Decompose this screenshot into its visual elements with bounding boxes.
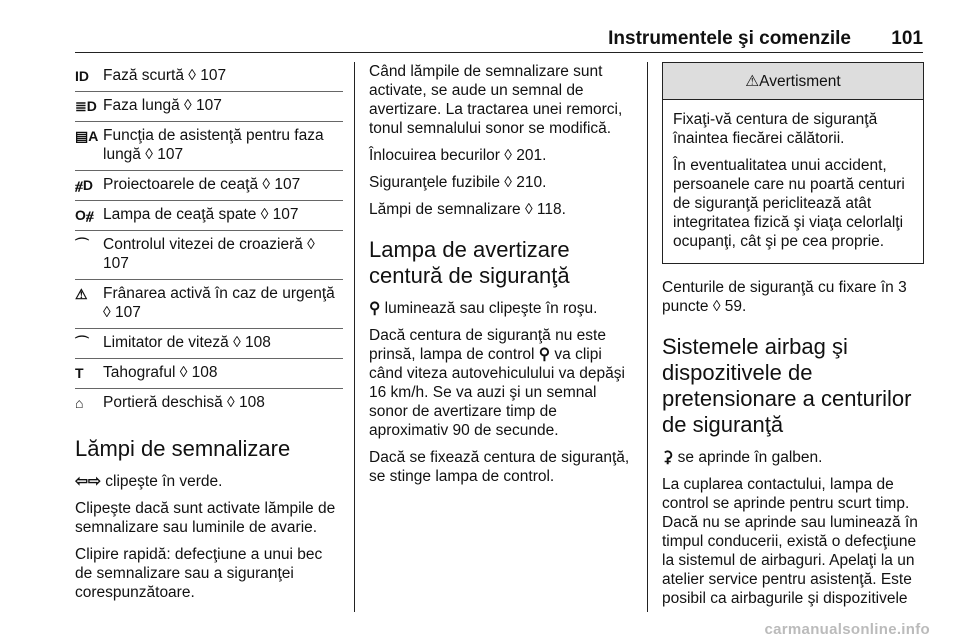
row-text: Controlul vitezei de croazieră ◊ 107 <box>103 236 315 272</box>
paragraph: Centurile de siguranţă cu fixare în 3 puncte ◊ 59. <box>662 279 907 315</box>
table-row <box>75 122 343 171</box>
paragraph-text: Dacă centura de siguranţă nu este prinsă, lampa de control <box>369 327 606 363</box>
column-divider <box>354 62 355 612</box>
row-text: Fază scurtă ◊ 107 <box>103 67 227 84</box>
table-row <box>75 280 343 329</box>
paragraph <box>369 326 637 440</box>
table-row <box>75 92 343 122</box>
warning-box <box>662 62 924 264</box>
paragraph: Lămpi de semnalizare ◊ 118. <box>369 201 566 218</box>
high-beam-assist-icon: ▤A <box>75 128 99 144</box>
paragraph <box>662 448 924 467</box>
section-heading: Lampa de avertizare centură de siguranţă <box>369 237 570 288</box>
row-text: Limitator de viteză ◊ 108 <box>103 334 271 351</box>
paragraph-text: va clipi când viteza autovehiculului va depăşi 16 km/h. Se va auzi şi un semnal sonor de avertizare timp de aproximativ 90 de secunde. <box>369 346 625 439</box>
seatbelt-icon: ⚲ <box>538 346 551 363</box>
warning-body <box>663 100 923 263</box>
warning-icon: ⚠ <box>745 73 760 90</box>
column-3 <box>662 62 924 616</box>
table-row <box>75 329 343 359</box>
table-row <box>75 231 343 280</box>
paragraph: Fixaţi-vă centura de siguranţă înaintea fiecărei călătorii. <box>673 111 878 147</box>
row-text: Lampa de ceaţă spate ◊ 107 <box>103 206 299 223</box>
paragraph-text: luminează sau clipeşte în roşu. <box>384 300 598 317</box>
row-text: Tahograful ◊ 108 <box>103 364 218 381</box>
paragraph: Dacă se fixează centura de siguranţă, se stinge lampa de control. <box>369 449 630 485</box>
section-heading: Sistemele airbag şi dispozitivele de pretensionare a centurilor de siguranţă <box>662 334 912 437</box>
airbag-icon: ⚳ <box>662 449 674 466</box>
table-row <box>75 389 343 418</box>
paragraph-text: clipeşte în verde. <box>105 473 223 490</box>
row-text: Frânarea activă în caz de urgenţă ◊ 107 <box>103 285 335 321</box>
paragraph <box>369 299 637 318</box>
table-row <box>75 201 343 231</box>
emergency-brake-icon: ⚠ <box>75 286 88 302</box>
section-heading: Lămpi de semnalizare <box>75 436 291 461</box>
paragraph: În eventualitatea unui accident, persoanele care nu poartă centuri de siguranţă periclitează atât integritatea fizică şi viaţa celorlalţi ocupanţi, cât şi pe cea proprie. <box>673 157 905 250</box>
indicator-table <box>75 62 343 418</box>
rear-fog-icon: O⧣ <box>75 207 94 223</box>
paragraph: Când lămpile de semnalizare sunt activate, se aude un semnal de avertizare. La tractarea unei remorci, tonul semnalului sonor se modifică. <box>369 63 623 137</box>
door-open-icon: ⌂ <box>75 395 84 411</box>
column-1 <box>75 62 343 610</box>
warning-title: Avertisment <box>759 73 841 90</box>
paragraph: Clipeşte dacă sunt activate lămpile de semnalizare sau luminile de avarie. <box>75 500 336 536</box>
column-2 <box>369 62 637 494</box>
turn-signal-icon: ⇦⇨ <box>75 473 101 490</box>
front-fog-icon: ⧣D <box>75 177 94 193</box>
warning-header <box>663 63 923 100</box>
low-beam-icon: ID <box>75 68 89 84</box>
column-divider <box>647 62 648 612</box>
paragraph: Siguranţele fuzibile ◊ 210. <box>369 174 547 191</box>
paragraph <box>75 472 343 491</box>
tachograph-icon: T <box>75 365 84 381</box>
row-text: Funcţia de asistenţă pentru faza lungă ◊ 107 <box>103 127 324 163</box>
page-number: 101 <box>891 28 923 49</box>
cruise-control-icon: ⌒ <box>75 237 89 253</box>
speed-limiter-icon: ⌒ <box>75 335 89 351</box>
table-row <box>75 171 343 201</box>
paragraph: Clipire rapidă: defecţiune a unui bec de semnalizare sau a siguranţei corespunzătoare. <box>75 546 323 601</box>
row-text: Portieră deschisă ◊ 108 <box>103 394 265 411</box>
table-row <box>75 62 343 92</box>
page-title: Instrumentele şi comenzile <box>608 28 851 49</box>
high-beam-icon: ≣D <box>75 98 97 114</box>
watermark: carmanualsonline.info <box>764 621 930 638</box>
seatbelt-icon: ⚲ <box>369 300 381 317</box>
row-text: Proiectoarele de ceaţă ◊ 107 <box>103 176 301 193</box>
row-text: Faza lungă ◊ 107 <box>103 97 222 114</box>
paragraph: La cuplarea contactului, lampa de control se aprinde pentru scurt timp. Dacă nu se aprinde sau luminează în timpul conducerii, există o defecţiune la sistemul de airbaguri. Apelaţi la un atelier service pentru asistenţă. Este posibil ca airbagurile şi dispozitivele <box>662 476 918 607</box>
table-row <box>75 359 343 389</box>
paragraph: Înlocuirea becurilor ◊ 201. <box>369 147 547 164</box>
paragraph-text: se aprinde în galben. <box>677 449 823 466</box>
page-header <box>75 22 923 53</box>
